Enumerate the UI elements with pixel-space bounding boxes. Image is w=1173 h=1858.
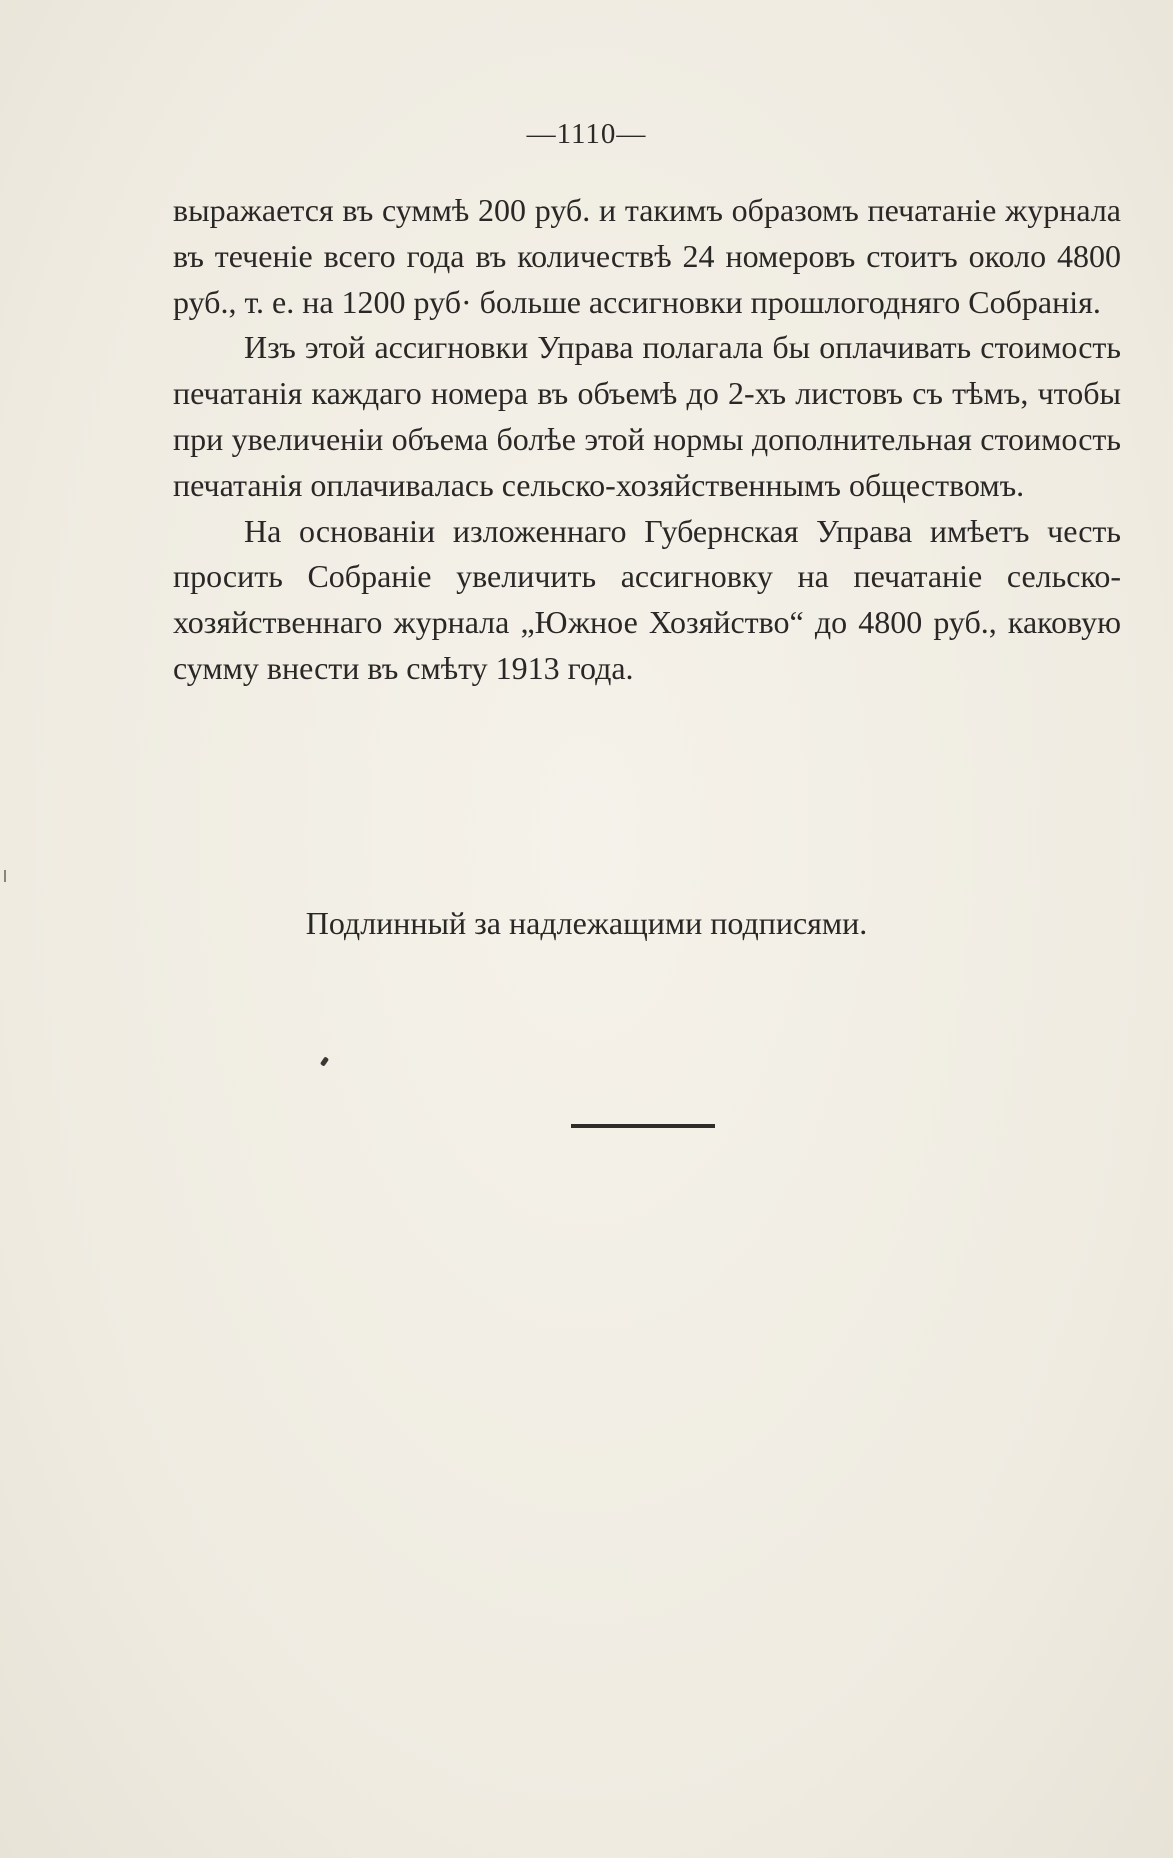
section-divider [571, 1124, 715, 1128]
page-number: —1110— [526, 118, 647, 150]
paragraph-1: выражается въ суммѣ 200 руб. и такимъ образомъ печатаніе журнала въ теченіе всего года въ количествѣ 24 номеровъ стоитъ около 4800 руб., т. е. на 1200 руб· больше ассигновки прошлогодняго Собранія. [173, 192, 1121, 320]
signature-line: Подлинный за надлежащими подписями. [305, 905, 868, 941]
margin-mark [4, 870, 6, 882]
paragraph-3: На основаніи изложеннаго Губернская Управа имѣетъ честь просить Собраніе увеличить ассигновку на печатаніе сельско-хозяйственнаго журнала „Южное Хозяйство“ до 4800 руб., каковую сумму внести въ смѣту 1913 года. [173, 512, 1121, 686]
paragraph-2: Изъ этой ассигновки Управа полагала бы оплачивать стоимость печатанія каждаго номера въ объемѣ до 2-хъ листовъ съ тѣмъ, чтобы при увеличеніи объема болѣе этой нормы дополнительная стоимость печатанія оплачивалась сельско-хозяйственнымъ обществомъ. [173, 329, 1121, 503]
ink-mark [320, 1056, 329, 1066]
body-text [173, 188, 1121, 692]
